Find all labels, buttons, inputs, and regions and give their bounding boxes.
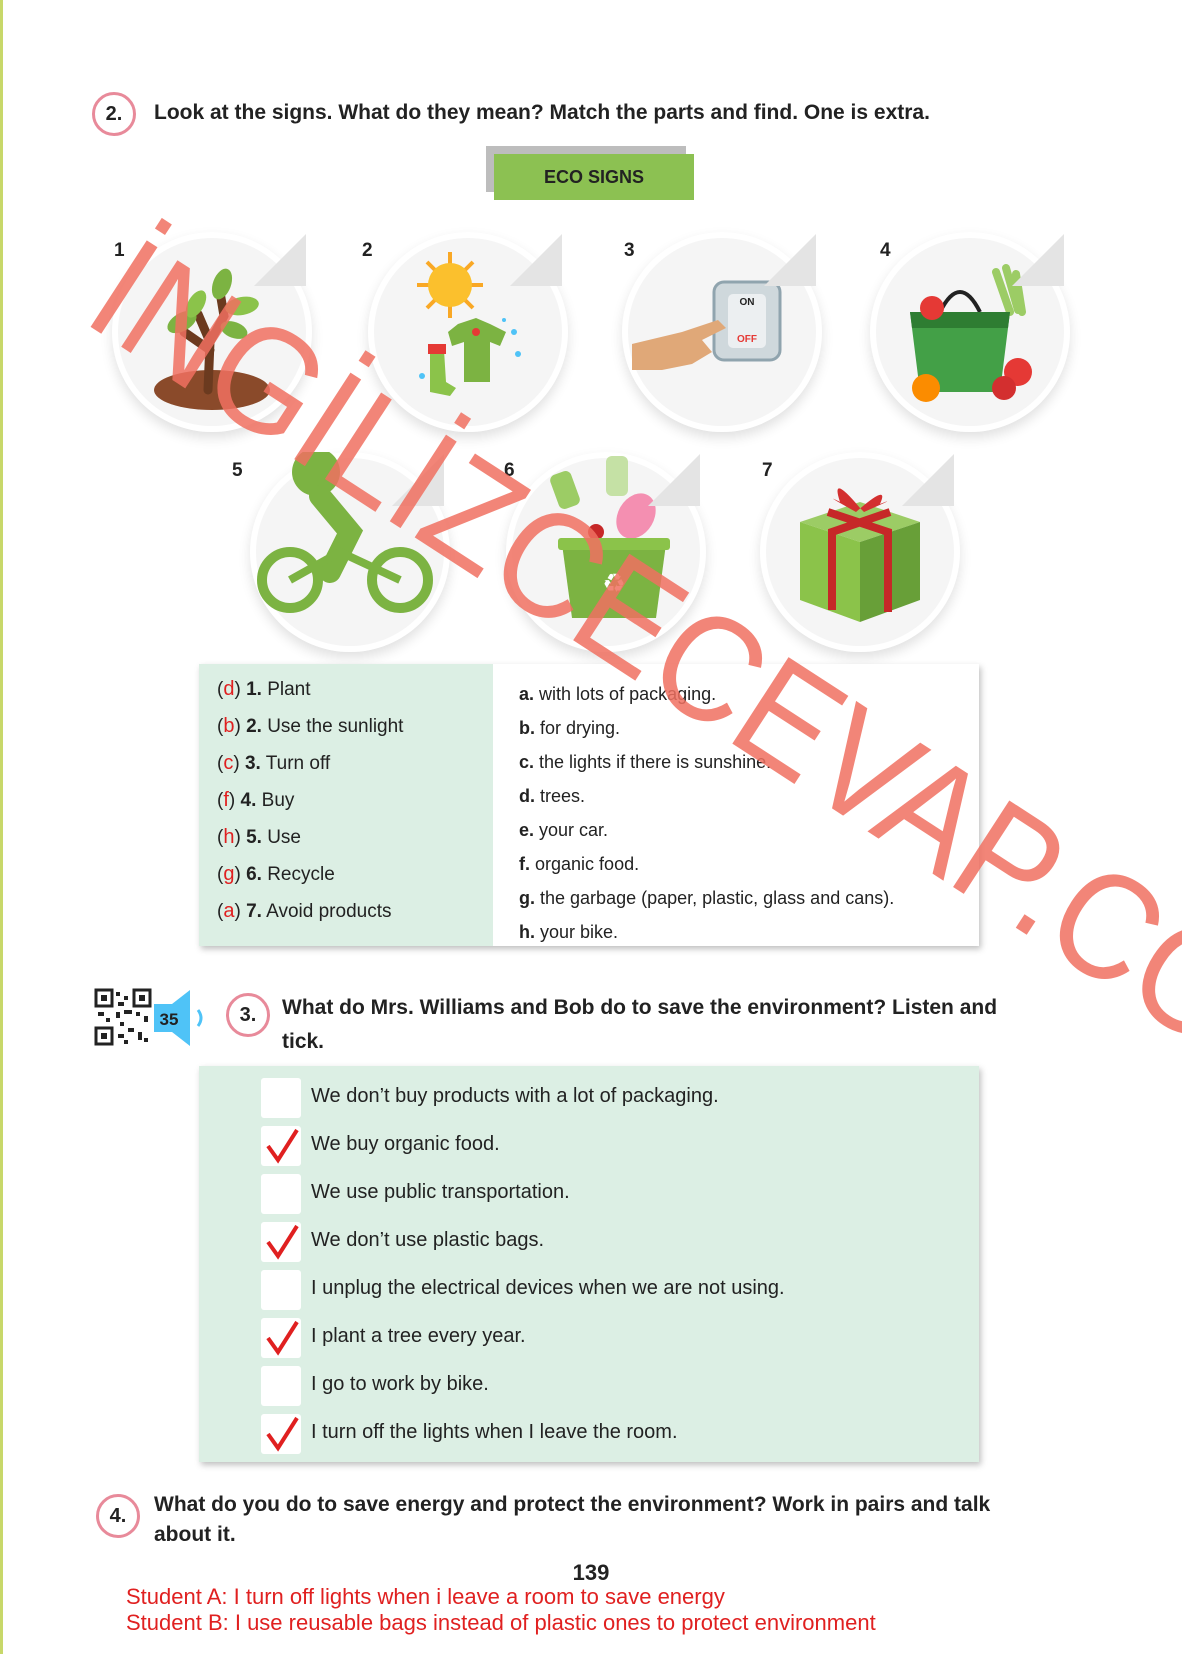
sign-sticker-6	[506, 452, 706, 652]
tick-checkbox[interactable]	[261, 1318, 301, 1358]
switch-on-label: ON	[739, 297, 755, 308]
sign-number-1: 1	[114, 240, 125, 261]
svg-text:♻: ♻	[602, 569, 626, 599]
sign-sticker-1	[112, 232, 312, 432]
tick-label: We don’t buy products with a lot of packaging.	[311, 1085, 719, 1107]
sticker-peel	[392, 454, 444, 506]
sign-sticker-7	[760, 452, 960, 652]
exercise-4-instruction-line1: What do you do to save energy and protect the environment? Work in pairs and talk	[154, 1493, 991, 1516]
sticker-peel	[254, 234, 306, 286]
exercise-4-number: 4.	[96, 1494, 140, 1538]
matching-box	[199, 664, 979, 946]
tick-list-box	[199, 1066, 979, 1462]
tick-checkbox[interactable]	[261, 1414, 301, 1454]
tick-label: I turn off the lights when I leave the room.	[311, 1421, 678, 1443]
checkmark-icon	[265, 1320, 299, 1356]
answer-6[interactable]: g	[223, 863, 235, 885]
left-item-5: (h) 5. Use	[217, 826, 301, 848]
left-item-7: (a) 7. Avoid products	[217, 900, 392, 922]
answer-3[interactable]: c	[223, 752, 234, 774]
tick-checkbox[interactable]	[261, 1174, 301, 1214]
left-item-3: (c) 3. Turn off	[217, 752, 331, 774]
tick-checkbox[interactable]	[261, 1126, 301, 1166]
sticker-peel	[902, 454, 954, 506]
tick-label: We don’t use plastic bags.	[311, 1229, 545, 1251]
matching-left-column	[199, 664, 493, 946]
switch-off-label: OFF	[737, 334, 757, 345]
tick-checkbox[interactable]	[261, 1366, 301, 1406]
checkmark-icon	[265, 1416, 299, 1452]
sign-number-7: 7	[762, 460, 773, 481]
right-item-g: g. the garbage (paper, plastic, glass and cans).	[519, 888, 895, 908]
sign-sticker-2	[368, 232, 568, 432]
sign-number-6: 6	[504, 460, 515, 481]
tick-checkbox[interactable]	[261, 1078, 301, 1118]
left-item-1: (d) 1. Plant	[217, 678, 311, 700]
page-left-border	[0, 0, 3, 1654]
qr-code-icon[interactable]	[94, 988, 152, 1046]
tick-label: We use public transportation.	[311, 1181, 570, 1203]
right-item-h: h. your bike.	[519, 922, 619, 942]
audio-track-icon[interactable]	[154, 990, 210, 1046]
right-item-d: d. trees.	[519, 786, 586, 806]
left-item-6: (g) 6. Recycle	[217, 863, 335, 885]
sign-number-5: 5	[232, 460, 243, 481]
sign-sticker-4	[870, 232, 1070, 432]
exercise-3-instruction-line2: tick.	[282, 1030, 325, 1053]
sign-number-3: 3	[624, 240, 635, 261]
answer-2[interactable]: b	[223, 715, 235, 737]
sign-sticker-5	[250, 452, 450, 652]
student-b-answer[interactable]: Student B: I use reusable bags instead of plastic ones to protect environment	[126, 1610, 876, 1635]
tick-label: I plant a tree every year.	[311, 1325, 526, 1347]
exercise-3-instruction-line1: What do Mrs. Williams and Bob do to save the environment? Listen and	[282, 996, 998, 1019]
eco-signs-banner: ECO SIGNS	[494, 154, 694, 200]
tick-checkbox[interactable]	[261, 1222, 301, 1262]
right-item-f: f. organic food.	[519, 854, 640, 874]
audio-track-number: 35	[159, 1010, 179, 1029]
right-item-a: a. with lots of packaging.	[519, 684, 717, 704]
exercise-4-instruction-line2: about it.	[154, 1523, 236, 1546]
sticker-peel	[648, 454, 700, 506]
sign-number-2: 2	[362, 240, 373, 261]
answer-7[interactable]: a	[223, 900, 235, 922]
exercise-2-number: 2.	[92, 92, 136, 136]
sticker-peel	[764, 234, 816, 286]
sign-number-4: 4	[880, 240, 891, 261]
tick-label: I unplug the electrical devices when we are not using.	[311, 1277, 785, 1299]
tick-label: We buy organic food.	[311, 1133, 500, 1155]
sticker-peel	[1012, 234, 1064, 286]
sticker-peel	[510, 234, 562, 286]
tick-checkbox[interactable]	[261, 1270, 301, 1310]
checkmark-icon	[265, 1224, 299, 1260]
checkmark-icon	[265, 1128, 299, 1164]
exercise-2-instruction: Look at the signs. What do they mean? Match the parts and find. One is extra.	[154, 101, 930, 124]
page-number: 139	[572, 1560, 610, 1585]
right-item-e: e. your car.	[519, 820, 609, 840]
left-item-2: (b) 2. Use the sunlight	[217, 715, 404, 737]
answer-4[interactable]: f	[223, 789, 229, 811]
right-item-b: b. for drying.	[519, 718, 621, 738]
tick-label: I go to work by bike.	[311, 1373, 489, 1395]
left-item-4: (f) 4. Buy	[217, 789, 295, 811]
sign-sticker-3	[622, 232, 822, 432]
answer-1[interactable]: d	[223, 678, 235, 700]
student-a-answer[interactable]: Student A: I turn off lights when i leave a room to save energy	[126, 1584, 725, 1609]
answer-5[interactable]: h	[223, 826, 235, 848]
exercise-3-number: 3.	[226, 993, 270, 1037]
right-item-c: c. the lights if there is sunshine.	[519, 752, 772, 772]
